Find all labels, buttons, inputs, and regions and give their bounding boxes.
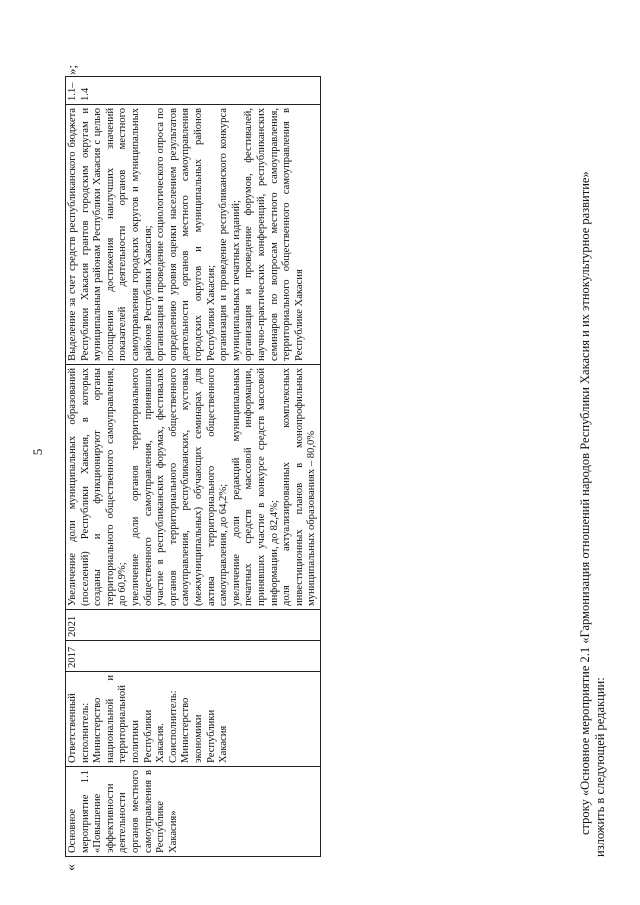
executor-line: Ответственный исполнитель: Министерство национальной и территориальной политики Республики Хакасия. — [67, 675, 167, 763]
activity-item: организация и проведение форумов, фестивалей, научно-практических конференций, республиканских семинаров по вопросам местного самоуправления, территориального общественного самоуправления в Республике Хакасия — [243, 108, 305, 361]
result-item: Увеличение доли муниципальных образований (поселений) Республики Хакасия, в которых созданы и функционируют органы территориального общественного самоуправления, до 60,9%; — [67, 368, 129, 606]
amendment-line: строку «Основное мероприятие 2.1 «Гармонизация отношений народов Республики Хакасия и их этнокультурное развитие» — [578, 171, 592, 835]
activity-item: Выделение за счет средств республиканского бюджета Республики Хакасия грантов городским округам и муниципальным районам Республики Хакасия с целью поощрения достижения наилучших значений показателей деятельности органов местного самоуправления городских округов и муниципальных районов Республики Хакасия; — [67, 108, 154, 361]
table-row — [66, 77, 321, 857]
executors-cell — [66, 672, 321, 767]
amendment-text — [578, 67, 608, 857]
activity-item: организация и проведение республиканского конкурса муниципальных печатных изданий; — [218, 108, 242, 361]
year-start-cell: 2017 — [66, 641, 321, 672]
year-end-cell: 2021 — [66, 610, 321, 641]
event-name-cell: Основное мероприятие 1.1 «Повышение эффективности деятельности органов местного самоуправления в Республике Хакасия» — [66, 767, 321, 857]
result-item: увеличение доли органов территориального общественного самоуправления, принявших участие в республиканских форумах, фестивалях органов территориального общественного самоуправления, республиканских, кустовых (межмуниципальных) обучающих семинарах для актива территориального общественного самоуправления, до 64,2%; — [129, 368, 230, 606]
page-number: 5 — [30, 448, 45, 456]
activities-cell — [66, 105, 321, 365]
rotated-content — [20, 27, 620, 877]
amendment-line: изложить в следующей редакции: — [593, 677, 607, 857]
program-table — [65, 76, 321, 857]
result-item: доля актуализированных комплексных инвестиционных планов в монопрофильных муниципальных образованиях – 80,0% — [281, 368, 318, 606]
executor-line: Соисполнитель: Министерство экономики Республики Хакасия — [167, 690, 230, 763]
activity-item: организация и проведение социологического опроса по определению уровня оценки населением результатов деятельности органов местного самоуправления городских округов и муниципальных районов Республики Хакасия; — [155, 108, 217, 361]
indicators-cell: 1.1–1.4 — [66, 77, 321, 105]
results-cell — [66, 365, 321, 610]
opening-quote: « — [64, 864, 79, 871]
result-item: увеличение доли редакций муниципальных печатных средств массовой информации, принявших участие в конкурсе средств массовой информации, до 82,4%; — [230, 368, 280, 606]
closing-quote: »; — [64, 64, 79, 75]
